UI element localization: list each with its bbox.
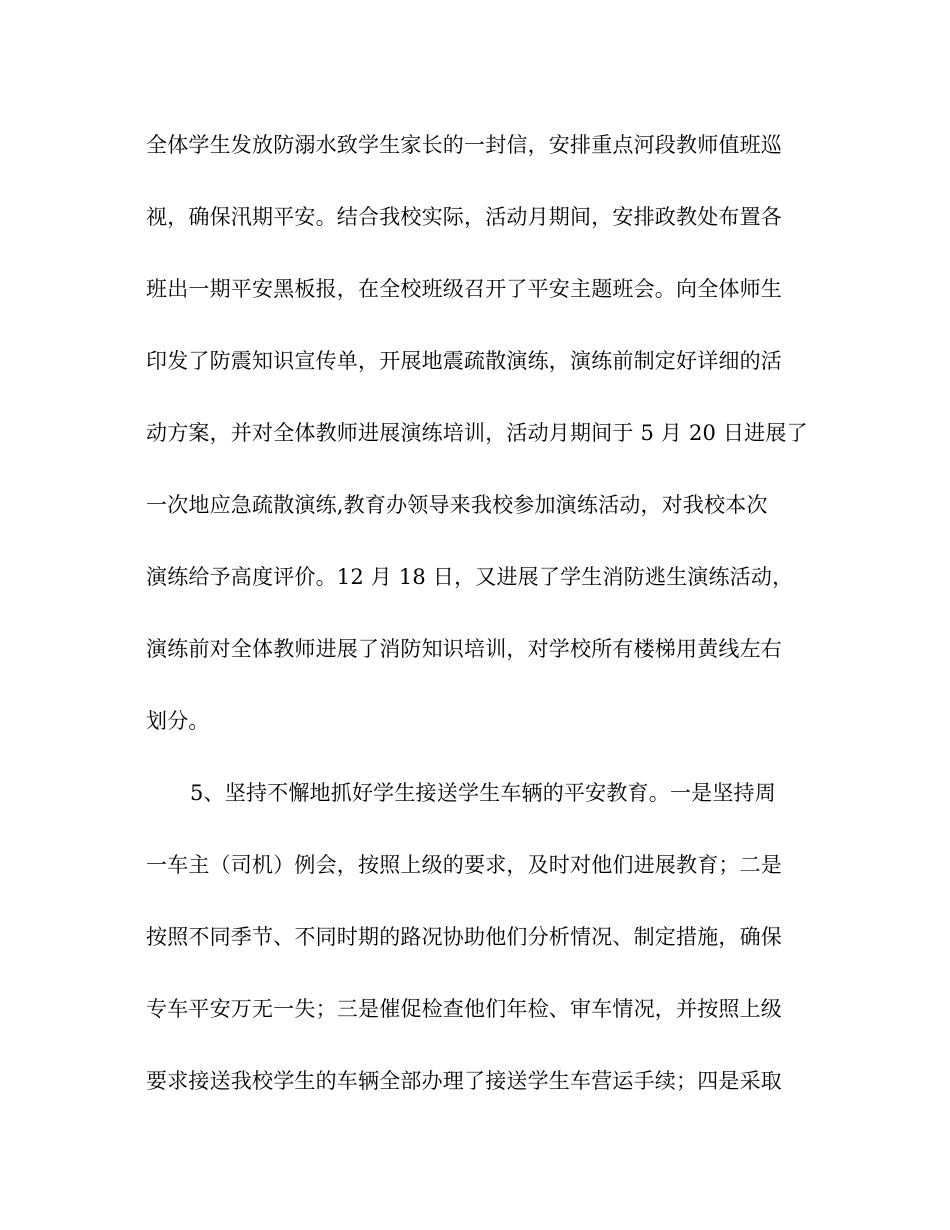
text-line: 专车平安万无一失；三是催促检查他们年检、审车情况，并按照上级 xyxy=(146,997,782,1021)
text-line: 印发了防震知识宣传单，开展地震疏散演练，演练前制定好详细的活 xyxy=(146,349,782,373)
text-line: 演练给予高度评价。12 月 18 日，又进展了学生消防逃生演练活动， xyxy=(146,565,794,589)
text-line: 按照不同季节、不同时期的路况协助他们分析情况、制定措施，确保 xyxy=(146,925,782,949)
paragraph-start-line: 5、坚持不懈地抓好学生接送学生车辆的平安教育。一是坚持周 xyxy=(190,781,776,805)
text-line: 一车主（司机）例会，按照上级的要求，及时对他们进展教育；二是 xyxy=(146,853,782,877)
text-line: 视，确保汛期平安。结合我校实际，活动月期间，安排政教处布置各 xyxy=(146,205,782,229)
text-line: 要求接送我校学生的车辆全部办理了接送学生车营运手续；四是采取 xyxy=(146,1069,782,1093)
text-line: 全体学生发放防溺水致学生家长的一封信，安排重点河段教师值班巡 xyxy=(146,133,782,157)
text-line: 演练前对全体教师进展了消防知识培训，对学校所有楼梯用黄线左右 xyxy=(146,637,782,661)
text-line: 划分。 xyxy=(146,709,210,733)
text-line: 班出一期平安黑板报，在全校班级召开了平安主题班会。向全体师生 xyxy=(146,277,782,301)
text-line: 一次地应急疏散演练,教育办领导来我校参加演练活动，对我校本次 xyxy=(146,493,768,517)
text-line: 动方案，并对全体教师进展演练培训，活动月期间于 5 月 20 日进展了 xyxy=(146,421,808,445)
